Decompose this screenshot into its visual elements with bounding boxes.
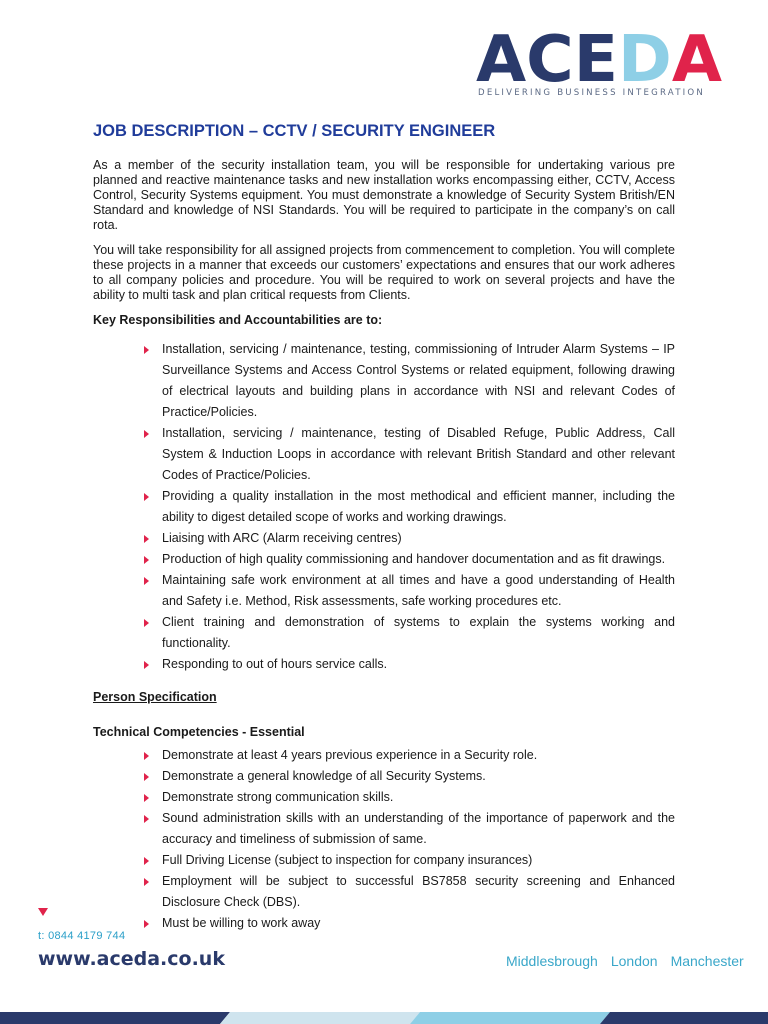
list-item xyxy=(162,913,675,934)
list-item-text: Demonstrate at least 4 years previous experience in a Security role. xyxy=(162,748,538,762)
footer-triangle-icon xyxy=(38,908,48,916)
footer-phone: t: 0844 4179 744 xyxy=(38,930,126,942)
bullet-arrow-icon xyxy=(144,577,149,585)
list-item-text: Installation, servicing / maintenance, testing, commissioning of Intruder Alarm Systems – IP Surveillance Systems and Access Control Systems or related equipment, following drawing of electrical layouts and building plans in accordance with NSI and relevant Codes of Practice/Policies. xyxy=(162,342,675,419)
logo-tagline: DELIVERING BUSINESS INTEGRATION xyxy=(478,88,705,98)
list-item xyxy=(162,570,675,612)
list-item xyxy=(162,850,675,871)
logo-wordmark xyxy=(476,28,722,88)
list-item-text: Maintaining safe work environment at all times and have a good understanding of Health and Safety i.e. Method, Risk assessments, safe working procedures etc. xyxy=(162,573,675,608)
list-item-text: Demonstrate a general knowledge of all Security Systems. xyxy=(162,769,486,783)
list-item xyxy=(162,745,675,766)
bullet-arrow-icon xyxy=(144,857,149,865)
list-item-text: Sound administration skills with an understanding of the importance of paperwork and the accuracy and timeliness of submission of same. xyxy=(162,811,675,846)
band-segment xyxy=(220,1012,420,1024)
bullet-arrow-icon xyxy=(144,535,149,543)
bullet-arrow-icon xyxy=(144,878,149,886)
office-location: London xyxy=(610,953,658,969)
list-item-text: Full Driving License (subject to inspection for company insurances) xyxy=(162,853,533,867)
bullet-arrow-icon xyxy=(144,752,149,760)
list-item-text: Liaising with ARC (Alarm receiving centres) xyxy=(162,531,402,545)
bullet-arrow-icon xyxy=(144,661,149,669)
list-item xyxy=(162,528,675,549)
band-segment xyxy=(0,1012,230,1024)
bullet-arrow-icon xyxy=(144,619,149,627)
list-item xyxy=(162,423,675,486)
list-item-text: Demonstrate strong communication skills. xyxy=(162,790,394,804)
list-item xyxy=(162,486,675,528)
logo-text: ACEDA xyxy=(476,28,722,88)
bullet-arrow-icon xyxy=(144,794,149,802)
list-item-text: Must be willing to work away xyxy=(162,916,321,930)
person-spec-heading: Person Specification xyxy=(93,690,217,704)
bullet-arrow-icon xyxy=(144,920,149,928)
list-item xyxy=(162,766,675,787)
list-item-text: Production of high quality commissioning and handover documentation and as fit drawings. xyxy=(162,552,666,566)
bullet-arrow-icon xyxy=(144,346,149,354)
list-item-text: Client training and demonstration of systems to explain the systems working and functionality. xyxy=(162,615,675,650)
list-item-text: Installation, servicing / maintenance, testing of Disabled Refuge, Public Address, Call System & Induction Loops in accordance with relevant British Standard and other relevant Codes of Practice/Policies. xyxy=(162,426,675,482)
list-item xyxy=(162,808,675,850)
list-item xyxy=(162,654,675,675)
bullet-arrow-icon xyxy=(144,815,149,823)
list-item-text: Providing a quality installation in the most methodical and efficient manner, including the ability to digest detailed scope of works and working drawings. xyxy=(162,489,675,524)
list-item xyxy=(162,549,675,570)
bullet-arrow-icon xyxy=(144,430,149,438)
bullet-arrow-icon xyxy=(144,493,149,501)
footer-website[interactable]: www.aceda.co.uk xyxy=(38,948,225,970)
list-item-text: Employment will be subject to successful BS7858 security screening and Enhanced Disclosure Check (DBS). xyxy=(162,874,675,909)
intro-paragraph: As a member of the security installation team, you will be responsible for undertaking various pre planned and reactive maintenance tasks and new installation works encompassing either, CCTV, Access Control, Security Systems equipment. You must demonstrate a knowledge of Security System British/EN Standard and knowledge of NSI Standards. You will be required to participate in the company’s on call rota. xyxy=(93,158,675,232)
responsibilities-heading: Key Responsibilities and Accountabilities are to: xyxy=(93,313,383,327)
list-item xyxy=(162,871,675,913)
office-location: Middlesbrough xyxy=(506,953,598,969)
intro-paragraph: You will take responsibility for all assigned projects from commencement to completion. You will complete these projects in a manner that exceeds our customers’ expectations and ensures that our work adheres to all company policies and procedure. You will be required to work on several projects and have the ability to multi task and plan critical requests from Clients. xyxy=(93,243,675,302)
bullet-arrow-icon xyxy=(144,773,149,781)
office-locations xyxy=(506,953,744,969)
company-logo xyxy=(476,28,722,104)
office-location: Manchester xyxy=(670,953,744,969)
list-item xyxy=(162,787,675,808)
list-item xyxy=(162,612,675,654)
list-item xyxy=(162,339,675,423)
band-segment xyxy=(600,1012,768,1024)
list-item-text: Responding to out of hours service calls. xyxy=(162,657,388,671)
competencies-heading: Technical Competencies - Essential xyxy=(93,725,305,739)
page-title: JOB DESCRIPTION – CCTV / SECURITY ENGINEER xyxy=(93,122,496,140)
band-segment xyxy=(410,1012,610,1024)
footer-color-band xyxy=(0,1012,768,1024)
bullet-arrow-icon xyxy=(144,556,149,564)
